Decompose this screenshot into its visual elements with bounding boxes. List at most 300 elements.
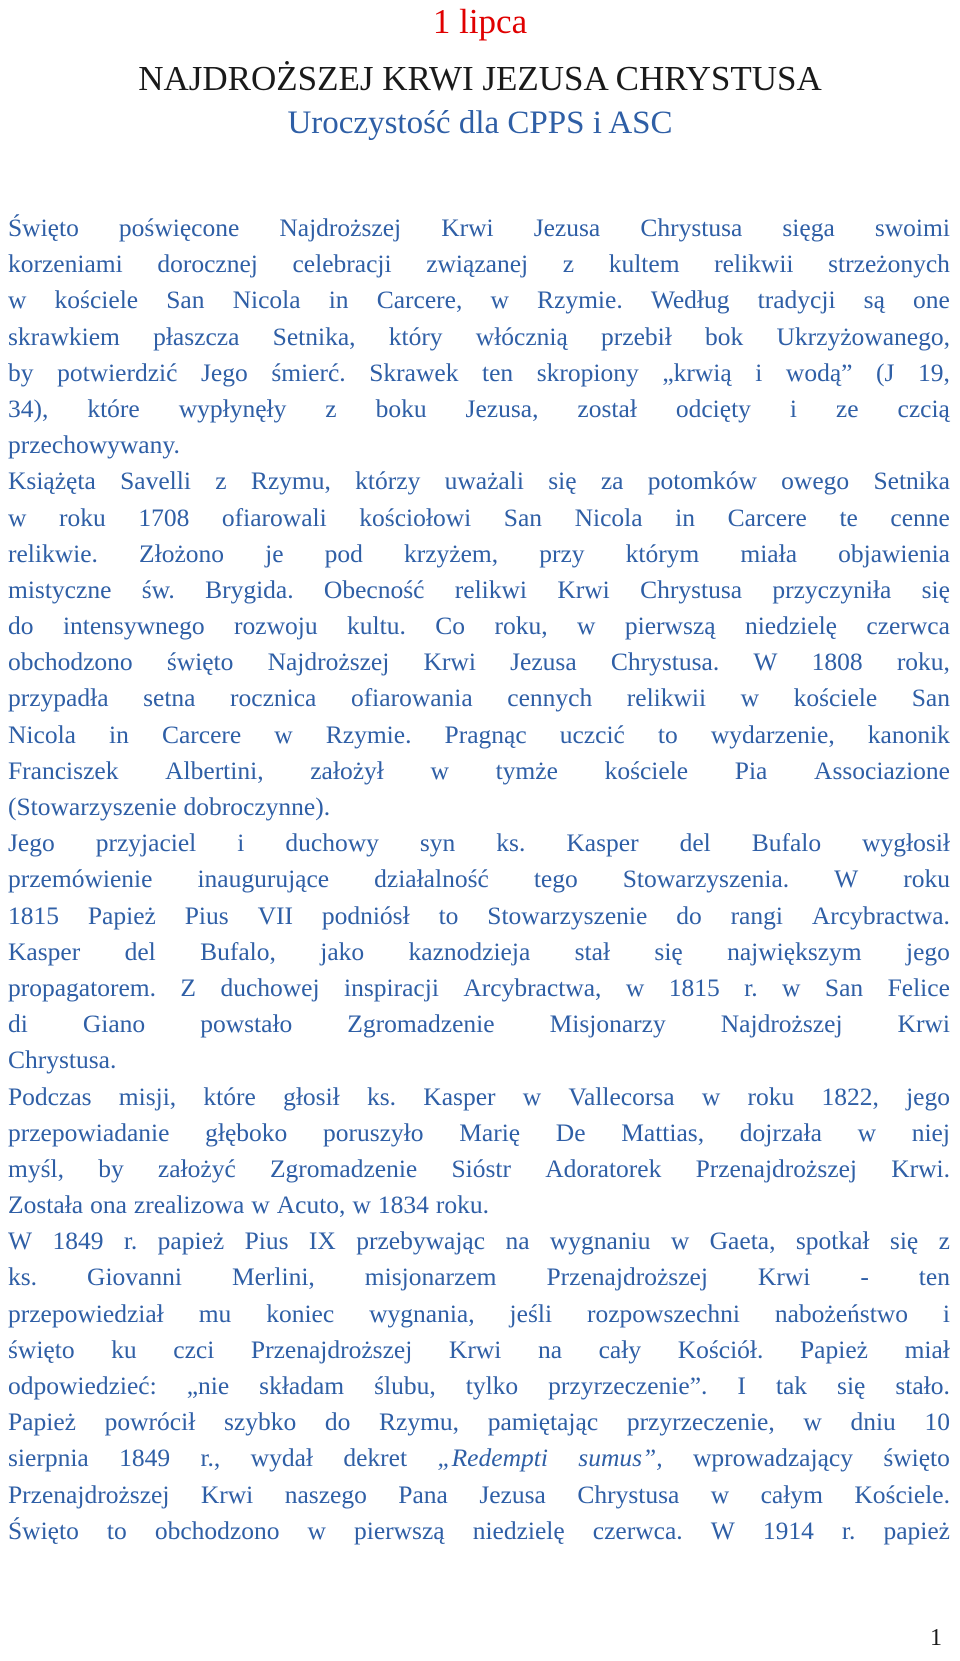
word: do bbox=[8, 611, 34, 641]
word: „Redempti bbox=[437, 1443, 548, 1473]
word: przechowywany. bbox=[8, 430, 180, 460]
word: Obecność bbox=[323, 574, 425, 604]
word: cenne bbox=[890, 502, 950, 532]
word: Papież bbox=[799, 1334, 868, 1364]
word: one bbox=[913, 285, 950, 315]
word: Misjonarzy bbox=[549, 1009, 666, 1039]
text-line bbox=[8, 970, 950, 1006]
text-line bbox=[8, 898, 950, 934]
word: pod bbox=[324, 538, 363, 568]
text-line bbox=[8, 1006, 950, 1042]
word: mu bbox=[198, 1298, 232, 1328]
word: z bbox=[325, 393, 337, 423]
word: VII bbox=[257, 900, 293, 930]
word: Bufalo bbox=[751, 828, 822, 858]
word: propagatorem. bbox=[8, 972, 156, 1002]
word: kanonik bbox=[867, 719, 950, 749]
word: obchodzono bbox=[154, 1515, 280, 1545]
word: in bbox=[109, 719, 129, 749]
feast-title: NAJDROŻSZEJ KRWI JEZUSA CHRYSTUSA bbox=[138, 59, 822, 98]
word: jego bbox=[906, 1081, 950, 1111]
word: „krwią bbox=[662, 357, 732, 387]
word: Rzymie. bbox=[325, 719, 412, 749]
word: Chrystusa bbox=[640, 574, 743, 604]
page-number: 1 bbox=[930, 1625, 942, 1651]
word: są bbox=[863, 285, 885, 315]
word: włócznią bbox=[475, 321, 568, 351]
word: kultu. bbox=[347, 611, 406, 641]
word: głęboko bbox=[205, 1117, 288, 1147]
word: Chrystusa bbox=[640, 213, 743, 242]
word: skrawkiem bbox=[8, 321, 120, 351]
word: stał bbox=[574, 936, 611, 966]
word: stało. bbox=[895, 1371, 950, 1400]
word: Pia bbox=[734, 755, 768, 785]
word: kościele bbox=[54, 285, 139, 315]
word: wydarzenie, bbox=[710, 719, 835, 749]
word: Bufalo, bbox=[200, 936, 276, 966]
word: na bbox=[537, 1334, 563, 1364]
word: powrócił bbox=[104, 1407, 196, 1437]
word: (J bbox=[876, 357, 895, 387]
word: Nicola bbox=[8, 719, 76, 749]
word: w bbox=[8, 285, 27, 315]
date-heading: 1 lipca bbox=[432, 2, 528, 41]
text-line bbox=[8, 680, 950, 716]
word: Stowarzyszenie bbox=[487, 900, 648, 930]
word: przy bbox=[539, 538, 585, 568]
word: święto bbox=[8, 1334, 75, 1364]
word: in bbox=[328, 285, 349, 315]
word: w bbox=[430, 755, 449, 785]
word: niej bbox=[911, 1117, 950, 1147]
word: dojrzała bbox=[739, 1117, 822, 1147]
word: z bbox=[562, 249, 575, 279]
word: IX bbox=[308, 1226, 336, 1256]
word: przyjaciel bbox=[95, 828, 197, 858]
word: Giovanni bbox=[87, 1262, 182, 1292]
word: nabożeństwo bbox=[774, 1298, 908, 1328]
text-line bbox=[8, 861, 950, 897]
word: kościele bbox=[793, 683, 878, 713]
word: Krwi. bbox=[891, 1153, 950, 1183]
word: roku, bbox=[494, 611, 548, 641]
word: Associazione bbox=[814, 755, 950, 785]
word: w bbox=[274, 719, 293, 749]
word: W bbox=[8, 1226, 33, 1256]
word: 1849 bbox=[119, 1443, 171, 1473]
word: kaznodzieja bbox=[408, 936, 531, 966]
word: Stowarzyszenia. bbox=[622, 864, 790, 894]
word: które bbox=[203, 1081, 256, 1111]
word: rangi bbox=[730, 900, 783, 930]
text-line bbox=[8, 934, 950, 970]
word: którym bbox=[625, 538, 700, 568]
word: Krwi bbox=[897, 1009, 950, 1039]
word: z bbox=[215, 466, 227, 496]
word: Podczas bbox=[8, 1081, 92, 1111]
word: Skrawek bbox=[369, 357, 459, 387]
word: skropiony bbox=[536, 357, 639, 387]
word: Krwi bbox=[448, 1334, 502, 1364]
word: myśl, bbox=[8, 1153, 64, 1183]
word: Najdroższej bbox=[279, 213, 402, 242]
text-line bbox=[8, 789, 950, 825]
word: to bbox=[438, 900, 459, 930]
body-text bbox=[8, 210, 950, 1549]
word: w bbox=[857, 1117, 877, 1147]
word: relikwi bbox=[454, 574, 528, 604]
word: w bbox=[803, 1407, 822, 1437]
word: ks. bbox=[8, 1262, 38, 1292]
word: uważali bbox=[444, 466, 524, 496]
word: 10 bbox=[924, 1407, 950, 1437]
word: przebił bbox=[601, 321, 672, 351]
word: objawienia bbox=[838, 538, 950, 568]
word: niedzielę bbox=[472, 1515, 565, 1545]
word: W bbox=[834, 864, 859, 894]
word: I bbox=[737, 1371, 746, 1400]
text-line bbox=[8, 1079, 950, 1115]
word: naszego bbox=[284, 1479, 367, 1509]
word: potwierdzić bbox=[57, 357, 178, 387]
word: misjonarzem bbox=[364, 1262, 497, 1292]
word: jako bbox=[320, 936, 365, 966]
word: św. bbox=[141, 574, 175, 604]
word: pierwszą bbox=[624, 611, 716, 641]
word: sięga bbox=[782, 213, 835, 242]
word: Adoratorek bbox=[545, 1153, 662, 1183]
word: Gaeta, bbox=[709, 1226, 776, 1256]
word: wygłosił bbox=[862, 828, 950, 858]
word: Krwi bbox=[423, 647, 476, 677]
word: Mattias, bbox=[621, 1117, 705, 1147]
word: którzy bbox=[355, 466, 421, 496]
word: tylko bbox=[465, 1371, 519, 1400]
word: podniósł bbox=[321, 900, 410, 930]
word: Krwi bbox=[757, 1262, 811, 1292]
word: Ukrzyżowanego, bbox=[776, 321, 950, 351]
word: się bbox=[837, 1371, 866, 1400]
word: Kościół. bbox=[677, 1334, 764, 1364]
word: Święto bbox=[8, 1515, 79, 1545]
word: największym bbox=[727, 936, 862, 966]
word: i bbox=[755, 357, 763, 387]
word: (Stowarzyszenie bbox=[8, 792, 177, 821]
word: jeśli bbox=[509, 1298, 553, 1328]
word: „nie bbox=[186, 1371, 230, 1400]
word: Przenajdroższej bbox=[250, 1334, 413, 1364]
word: poświęcone bbox=[118, 213, 240, 242]
text-line bbox=[8, 1187, 950, 1223]
word: do bbox=[676, 900, 702, 930]
word: Krwi bbox=[200, 1479, 254, 1509]
text-line bbox=[8, 1296, 950, 1332]
word: Z bbox=[180, 972, 196, 1002]
word: swoimi bbox=[874, 213, 950, 242]
word: 1815 bbox=[668, 972, 720, 1002]
word: potomków bbox=[647, 466, 757, 496]
word: 1822, bbox=[821, 1081, 879, 1111]
text-line bbox=[8, 1440, 950, 1476]
word: w bbox=[490, 285, 509, 315]
word: ten bbox=[918, 1262, 950, 1292]
word: uczcić bbox=[559, 719, 625, 749]
word: Według bbox=[650, 285, 730, 315]
word: w bbox=[522, 1081, 542, 1111]
text-line bbox=[8, 1477, 950, 1513]
word: by bbox=[98, 1153, 124, 1183]
word: Została bbox=[8, 1190, 84, 1220]
word: te bbox=[839, 502, 858, 532]
word: głosił bbox=[283, 1081, 340, 1111]
word: roku, bbox=[896, 647, 950, 677]
word: di bbox=[8, 1009, 28, 1039]
word: wodą” bbox=[785, 357, 853, 387]
word: syn bbox=[419, 828, 456, 858]
word: Pius bbox=[184, 900, 229, 930]
word: Pana bbox=[398, 1479, 448, 1509]
word: 19, bbox=[918, 357, 950, 387]
word: ofiarowania bbox=[350, 683, 473, 713]
word: Carcere, bbox=[376, 285, 463, 315]
word: w bbox=[670, 1226, 690, 1256]
word: koniec bbox=[266, 1298, 335, 1328]
word: r. bbox=[123, 1226, 138, 1256]
word: Najdroższej bbox=[720, 1009, 843, 1039]
word: Papież bbox=[8, 1407, 76, 1437]
word: Krwi bbox=[441, 213, 494, 242]
word: ks. bbox=[366, 1081, 397, 1111]
word: 1849 bbox=[52, 1226, 104, 1256]
word: się bbox=[548, 466, 577, 496]
word: się bbox=[889, 1226, 919, 1256]
word: w bbox=[782, 972, 801, 1002]
word: ten bbox=[482, 357, 514, 387]
word: W bbox=[710, 1515, 735, 1545]
word: za bbox=[600, 466, 624, 496]
word: strzeżonych bbox=[828, 249, 950, 279]
word: poruszyło bbox=[322, 1117, 424, 1147]
word: celebracji bbox=[292, 249, 392, 279]
word: odcięty bbox=[675, 393, 751, 423]
word: ku bbox=[111, 1334, 137, 1364]
word: niedzielę bbox=[744, 611, 837, 641]
word: do bbox=[324, 1407, 351, 1437]
word: Jezusa bbox=[533, 213, 601, 242]
word: Zgromadzenie bbox=[269, 1153, 418, 1183]
text-line bbox=[8, 427, 950, 463]
word: bok bbox=[705, 321, 744, 351]
text-line bbox=[8, 1115, 950, 1151]
word: Chrystusa. bbox=[8, 1045, 117, 1075]
text-line bbox=[8, 572, 950, 608]
word: Papież bbox=[87, 900, 156, 930]
word: który bbox=[388, 321, 443, 351]
word: Sióstr bbox=[451, 1153, 511, 1183]
word: 1815 bbox=[8, 900, 59, 930]
word: które bbox=[87, 393, 140, 423]
word: wygnaniu bbox=[549, 1226, 651, 1256]
word: Przenajdroższej bbox=[546, 1262, 708, 1292]
text-line bbox=[8, 1404, 950, 1440]
word: wygnania, bbox=[369, 1298, 475, 1328]
text-line bbox=[8, 1332, 950, 1368]
word: i bbox=[942, 1298, 950, 1328]
word: del bbox=[124, 936, 156, 966]
word: Co bbox=[435, 611, 466, 641]
word: r. bbox=[841, 1515, 856, 1545]
text-line bbox=[8, 717, 950, 753]
word: Kasper bbox=[8, 936, 81, 966]
word: krzyżem, bbox=[403, 538, 499, 568]
word: r., bbox=[200, 1443, 221, 1473]
word: został bbox=[577, 393, 637, 423]
word: San bbox=[911, 683, 950, 713]
word: korzeniami bbox=[8, 249, 123, 279]
word: Carcere bbox=[161, 719, 242, 749]
word: odpowiedzieć: bbox=[8, 1371, 157, 1400]
word: Najdroższej bbox=[267, 647, 390, 677]
word: płaszcza bbox=[153, 321, 240, 351]
word: ślubu, bbox=[374, 1371, 436, 1400]
word: 1834 bbox=[377, 1190, 429, 1220]
word: tego bbox=[533, 864, 578, 894]
word: miał bbox=[904, 1334, 950, 1364]
word: związanej bbox=[426, 249, 529, 279]
text-line bbox=[8, 463, 950, 499]
word: wydał bbox=[250, 1443, 313, 1473]
word: dniu bbox=[850, 1407, 896, 1437]
word: Nicola bbox=[232, 285, 301, 315]
word: Vallecorsa bbox=[568, 1081, 675, 1111]
text-line bbox=[8, 282, 950, 318]
word: z bbox=[938, 1226, 950, 1256]
word: przepowiadanie bbox=[8, 1117, 170, 1147]
word: dobroczynne). bbox=[183, 792, 331, 821]
word: relikwie. bbox=[8, 538, 98, 568]
word: ks. bbox=[496, 828, 526, 858]
word: tak bbox=[775, 1371, 808, 1400]
text-line bbox=[8, 608, 950, 644]
word: Giano bbox=[82, 1009, 146, 1039]
word: roku bbox=[59, 502, 106, 532]
word: rocznica bbox=[230, 683, 317, 713]
word: 1808 bbox=[811, 647, 863, 677]
word: Jezusa, bbox=[465, 393, 539, 423]
word: cennych bbox=[507, 683, 593, 713]
word: duchowej bbox=[220, 972, 320, 1002]
word: spotkał bbox=[795, 1226, 870, 1256]
text-line bbox=[8, 246, 950, 282]
text-line bbox=[8, 825, 950, 861]
word: i bbox=[237, 828, 245, 858]
word: sierpnia bbox=[8, 1443, 89, 1473]
word: przyczyniła bbox=[772, 574, 892, 604]
word: Pragnąc bbox=[444, 719, 527, 749]
word: Książęta bbox=[8, 466, 96, 496]
word: Carcere bbox=[727, 502, 807, 532]
word: obchodzono bbox=[8, 647, 133, 677]
word: Marię bbox=[459, 1117, 521, 1147]
word: szybko bbox=[223, 1407, 297, 1437]
word: W bbox=[753, 647, 778, 677]
word: Kasper bbox=[423, 1081, 496, 1111]
text-line bbox=[8, 536, 950, 572]
word: Franciszek bbox=[8, 755, 119, 785]
word: dekret bbox=[343, 1443, 408, 1473]
word: Setnika, bbox=[272, 321, 356, 351]
word: San bbox=[166, 285, 205, 315]
word: 34), bbox=[8, 393, 49, 423]
word: roku bbox=[747, 1081, 795, 1111]
word: boku bbox=[375, 393, 427, 423]
word: składam bbox=[259, 1371, 345, 1400]
word: Jego bbox=[8, 828, 55, 858]
word: wprowadzający bbox=[692, 1443, 853, 1473]
text-line bbox=[8, 319, 950, 355]
word: Pius bbox=[244, 1226, 289, 1256]
text-line bbox=[8, 500, 950, 536]
word: papież bbox=[883, 1515, 950, 1545]
word: przemówienie bbox=[8, 864, 153, 894]
word: to bbox=[106, 1515, 127, 1545]
word: Przenajdroższej bbox=[8, 1479, 170, 1509]
word: mistyczne bbox=[8, 574, 112, 604]
word: rozwoju bbox=[234, 611, 318, 641]
word: relikwii bbox=[626, 683, 707, 713]
word: przypadła bbox=[8, 683, 109, 713]
text-line bbox=[8, 210, 950, 246]
text-line bbox=[8, 753, 950, 789]
text-line bbox=[8, 644, 950, 680]
word: się bbox=[654, 936, 683, 966]
word: r. bbox=[744, 972, 758, 1002]
text-line bbox=[8, 1151, 950, 1187]
word: ze bbox=[835, 393, 859, 423]
word: sumus”, bbox=[578, 1443, 663, 1473]
word: na bbox=[505, 1226, 530, 1256]
word: kultem bbox=[608, 249, 680, 279]
word: in bbox=[675, 502, 696, 532]
word: San bbox=[824, 972, 864, 1002]
word: misji, bbox=[118, 1081, 177, 1111]
word: Zgromadzenie bbox=[347, 1009, 495, 1039]
text-line bbox=[8, 1223, 950, 1259]
word: roku. bbox=[435, 1190, 489, 1220]
word: San bbox=[503, 502, 543, 532]
word: czcią bbox=[897, 393, 950, 423]
word: w bbox=[352, 1190, 371, 1220]
word: cały bbox=[598, 1334, 642, 1364]
text-line bbox=[8, 1368, 950, 1404]
word: i bbox=[789, 393, 797, 423]
word: to bbox=[657, 719, 678, 749]
word: przyrzeczenie”. bbox=[548, 1371, 708, 1400]
word: miała bbox=[740, 538, 798, 568]
word: inspiracji bbox=[344, 972, 439, 1002]
word: założyć bbox=[157, 1153, 236, 1183]
word: całym bbox=[760, 1479, 823, 1509]
word: w bbox=[710, 1479, 730, 1509]
word: zrealizowa bbox=[133, 1190, 245, 1220]
word: Rzymu, bbox=[250, 466, 331, 496]
word: pierwszą bbox=[354, 1515, 445, 1545]
word: czerwca bbox=[866, 611, 950, 641]
word: tymże bbox=[495, 755, 558, 785]
word: założył bbox=[310, 755, 384, 785]
word: inaugurujące bbox=[197, 864, 330, 894]
